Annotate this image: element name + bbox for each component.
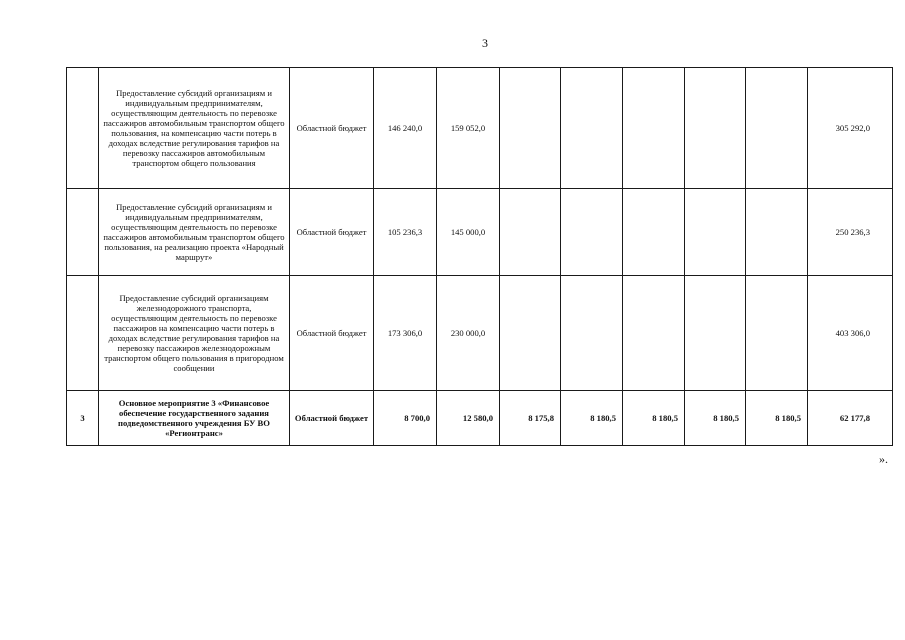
year-5-cell <box>623 189 685 276</box>
year-2-cell: 159 052,0 <box>437 68 500 189</box>
funding-source-cell: Областной бюджет <box>290 189 374 276</box>
funding-source-cell: Областной бюджет <box>290 276 374 391</box>
total-cell: 250 236,3 <box>808 189 893 276</box>
total-cell: 403 306,0 <box>808 276 893 391</box>
year-3-cell <box>500 68 561 189</box>
table-row <box>67 276 893 391</box>
total-cell: 305 292,0 <box>808 68 893 189</box>
measure-description-cell: Предоставление субсидий организациям железнодорожного транспорта, осуществляющим деятельность по перевозке пассажиров на компенсацию части потерь в доходах вследствие регулирования тарифов на перевозку пассажиров железнодорожным транспортом общего пользования в пригородном сообщении <box>99 276 290 391</box>
year-4-cell <box>561 189 623 276</box>
year-1-cell: 173 306,0 <box>374 276 437 391</box>
table-row-main-measure <box>67 391 893 446</box>
year-3-cell <box>500 276 561 391</box>
year-5-cell: 8 180,5 <box>623 391 685 446</box>
year-1-cell: 8 700,0 <box>374 391 437 446</box>
closing-quote-mark: ». <box>879 452 888 466</box>
year-7-cell: 8 180,5 <box>746 391 808 446</box>
year-2-cell: 145 000,0 <box>437 189 500 276</box>
page-number: 3 <box>482 36 488 50</box>
row-number-cell <box>67 68 99 189</box>
year-6-cell <box>685 68 746 189</box>
total-cell: 62 177,8 <box>808 391 893 446</box>
year-6-cell: 8 180,5 <box>685 391 746 446</box>
year-1-cell: 105 236,3 <box>374 189 437 276</box>
year-2-cell: 230 000,0 <box>437 276 500 391</box>
budget-table <box>66 67 893 446</box>
year-7-cell <box>746 68 808 189</box>
year-5-cell <box>623 68 685 189</box>
year-7-cell <box>746 276 808 391</box>
row-number-cell: 3 <box>67 391 99 446</box>
year-6-cell <box>685 189 746 276</box>
funding-source-cell: Областной бюджет <box>290 68 374 189</box>
year-3-cell: 8 175,8 <box>500 391 561 446</box>
measure-description-cell: Предоставление субсидий организациям и индивидуальным предпринимателям, осуществляющим деятельность по перевозке пассажиров автомобильным транспортом общего пользования, на реализацию проекта «Народный маршрут» <box>99 189 290 276</box>
measure-description-cell: Основное мероприятие 3 «Финансовое обеспечение государственного задания подведомственного учреждения БУ ВО «Регионтранс» <box>99 391 290 446</box>
year-4-cell <box>561 276 623 391</box>
year-1-cell: 146 240,0 <box>374 68 437 189</box>
year-3-cell <box>500 189 561 276</box>
row-number-cell <box>67 189 99 276</box>
funding-source-cell: Областной бюджет <box>290 391 374 446</box>
year-4-cell <box>561 68 623 189</box>
row-number-cell <box>67 276 99 391</box>
year-5-cell <box>623 276 685 391</box>
measure-description-cell: Предоставление субсидий организациям и индивидуальным предпринимателям, осуществляющим деятельность по перевозке пассажиров автомобильным транспортом общего пользования, на компенсацию части потерь в доходах вследствие регулирования тарифов на перевозку пассажиров автомобильным транспортом общего пользования <box>99 68 290 189</box>
table-row <box>67 189 893 276</box>
table-row <box>67 68 893 189</box>
year-7-cell <box>746 189 808 276</box>
year-4-cell: 8 180,5 <box>561 391 623 446</box>
year-6-cell <box>685 276 746 391</box>
year-2-cell: 12 580,0 <box>437 391 500 446</box>
